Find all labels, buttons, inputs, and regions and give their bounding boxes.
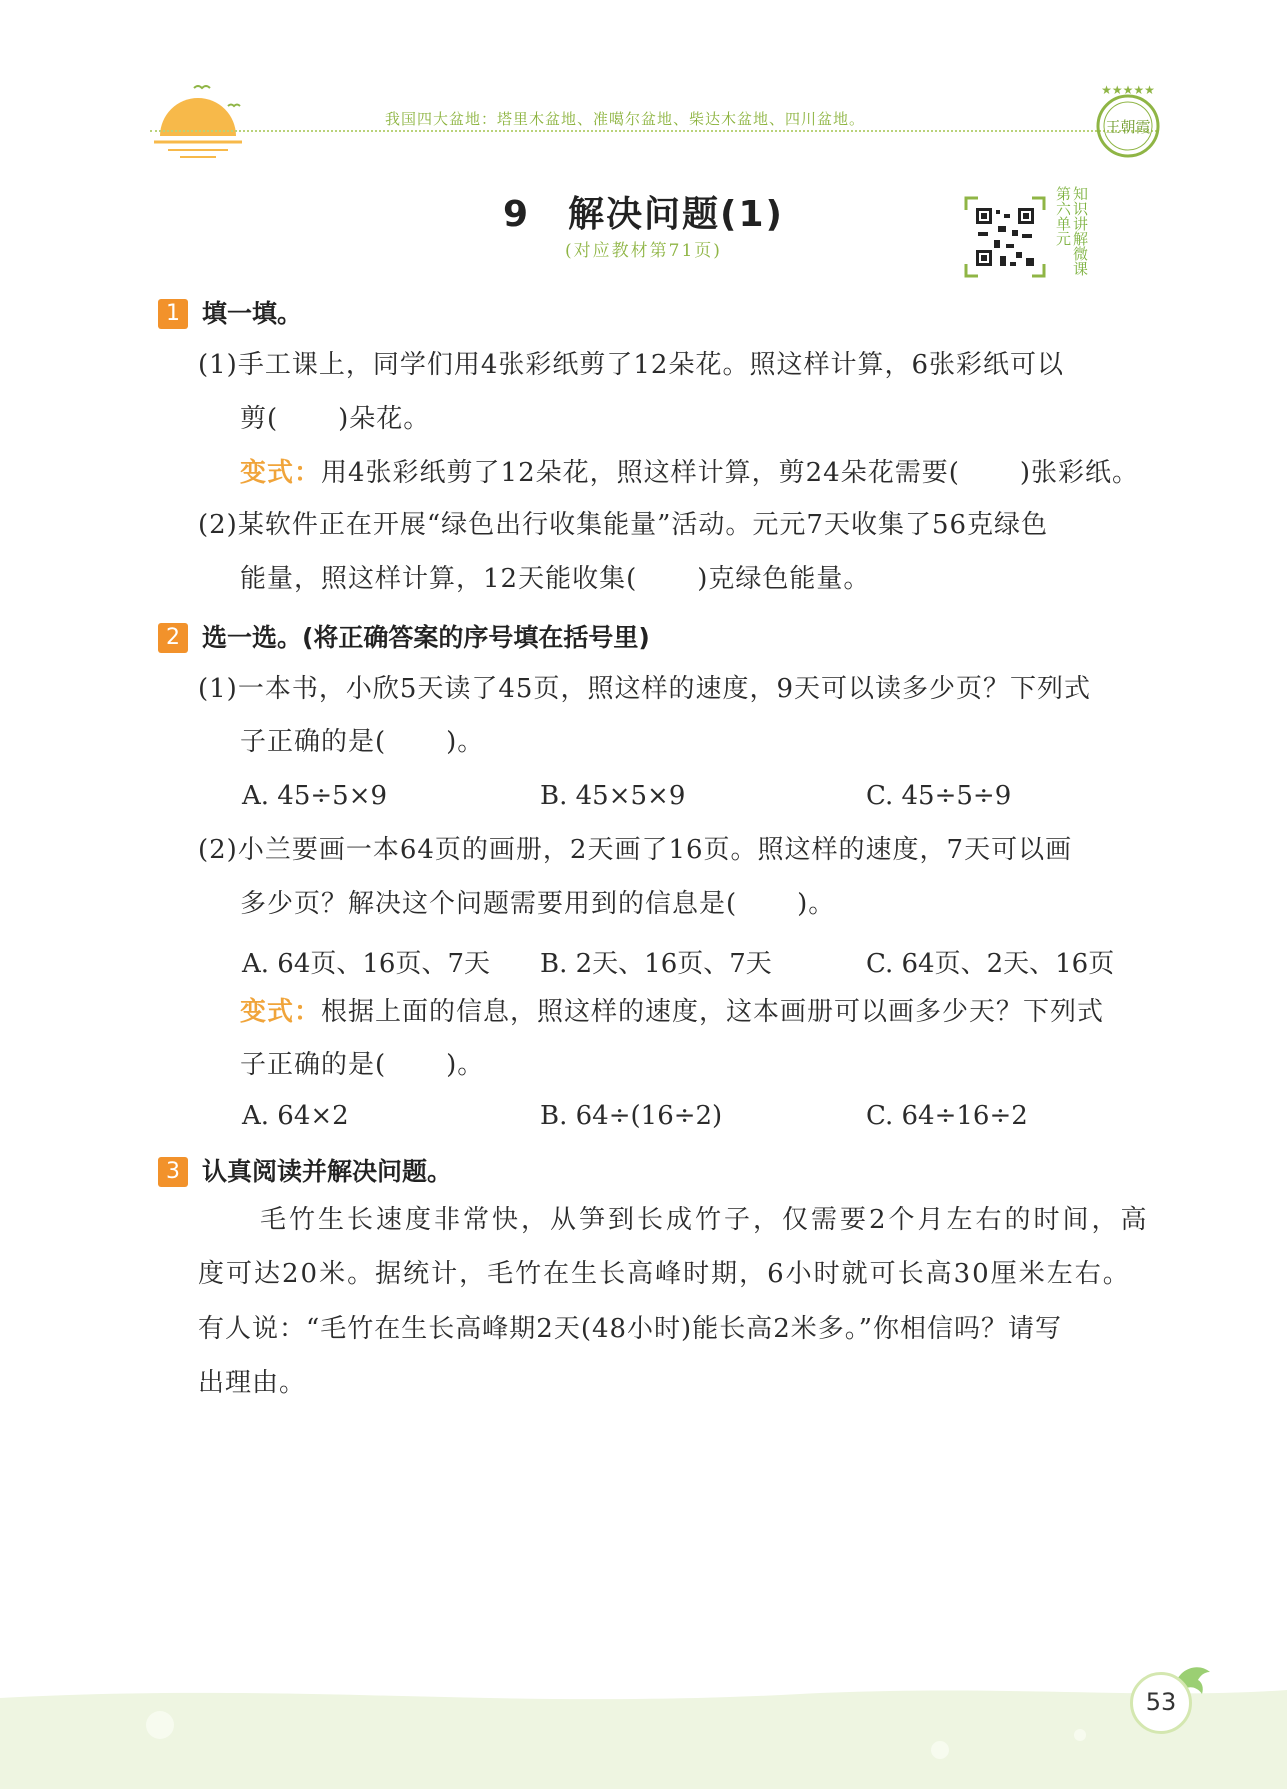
variant-label: 变式： xyxy=(240,458,322,488)
option-a[interactable]: A. 64页、16页、7天 xyxy=(242,949,491,979)
text-fragment: )。 xyxy=(446,727,485,757)
section-3-heading xyxy=(158,1152,452,1188)
reading-paragraph: 毛竹生长速度非常快，从笋到长成竹子，仅需要2个月左右的时间，高 xyxy=(260,1205,1150,1235)
question-text: (2)某软件正在开展“绿色出行收集能量”活动。元元7天收集了56克绿色 xyxy=(198,510,1049,540)
question-text: (1)手工课上，同学们用4张彩纸剪了12朵花。照这样计算，6张彩纸可以 xyxy=(198,350,1064,380)
svg-text:★★★★★: ★★★★★ xyxy=(1101,83,1155,97)
variant-question xyxy=(240,457,1139,489)
option-c[interactable]: C. 64页、2天、16页 xyxy=(866,949,1115,979)
question-text xyxy=(240,888,835,920)
question-text xyxy=(240,1049,484,1081)
text-fragment: 剪( xyxy=(240,404,279,434)
page-number: 53 xyxy=(1130,1672,1192,1734)
question-text: (2)小兰要画一本64页的画册，2天画了16页。照这样的速度，7天可以画 xyxy=(198,835,1073,865)
option-b[interactable]: B. 45×5×9 xyxy=(540,781,686,811)
page-title: 9 解决问题(1) xyxy=(502,194,784,235)
section-1-heading xyxy=(158,294,302,330)
page-subtitle: (对应教材第71页) xyxy=(565,241,722,261)
header-fact: 我国四大盆地：塔里木盆地、准噶尔盆地、柴达木盆地、四川盆地。 xyxy=(385,110,866,128)
text-fragment: 子正确的是( xyxy=(240,1050,387,1080)
option-c[interactable]: C. 64÷16÷2 xyxy=(866,1101,1028,1131)
text-fragment: 子正确的是( xyxy=(240,727,387,757)
question-text: (1)一本书，小欣5天读了45页，照这样的速度，9天可以读多少页？下列式 xyxy=(198,674,1091,704)
text-fragment: )。 xyxy=(797,889,836,919)
option-c[interactable]: C. 45÷5÷9 xyxy=(866,781,1012,811)
text-fragment: 多少页？解决这个问题需要用到的信息是( xyxy=(240,889,738,919)
question-text xyxy=(240,403,430,435)
option-b[interactable]: B. 64÷(16÷2) xyxy=(540,1101,723,1131)
option-b[interactable]: B. 2天、16页、7天 xyxy=(540,949,772,979)
variant-label: 变式： xyxy=(240,997,322,1027)
section-title: 选一选。(将正确答案的序号填在括号里) xyxy=(202,623,650,652)
sun-logo-icon xyxy=(150,80,246,176)
reading-paragraph: 有人说：“毛竹在生长高峰期2天(48小时)能长高2米多。”你相信吗？请写 xyxy=(198,1314,1063,1344)
header-divider xyxy=(150,130,1157,132)
question-text xyxy=(240,726,484,758)
qr-code-icon[interactable] xyxy=(964,196,1046,278)
svg-text:王朝霞: 王朝霞 xyxy=(1105,118,1151,136)
section-number: 2 xyxy=(158,623,188,653)
text-fragment: )张彩纸。 xyxy=(1019,458,1140,488)
option-a[interactable]: A. 64×2 xyxy=(242,1101,349,1131)
section-title: 认真阅读并解决问题。 xyxy=(202,1157,453,1186)
text-fragment: )朵花。 xyxy=(338,404,431,434)
qr-label xyxy=(1054,186,1096,276)
section-2-heading xyxy=(158,618,650,654)
brand-seal-icon xyxy=(1088,82,1168,160)
qr-label-desc: 知识讲解微课 xyxy=(1071,186,1089,276)
text-fragment: 用4张彩纸剪了12朵花，照这样计算，剪24朵花需要( xyxy=(321,458,960,488)
footer-wave-decoration xyxy=(0,1680,1287,1789)
variant-question xyxy=(240,996,1104,1028)
option-a[interactable]: A. 45÷5×9 xyxy=(242,781,388,811)
text-fragment: )克绿色能量。 xyxy=(697,564,871,594)
text-fragment: 能量，照这样计算，12天能收集( xyxy=(240,564,638,594)
text-fragment: )。 xyxy=(446,1050,485,1080)
text-fragment: 根据上面的信息，照这样的速度，这本画册可以画多少天？下列式 xyxy=(321,997,1105,1027)
section-number: 3 xyxy=(158,1157,188,1187)
qr-label-unit: 第六单元 xyxy=(1054,186,1072,246)
question-text xyxy=(240,563,870,595)
section-number: 1 xyxy=(158,299,188,329)
reading-paragraph: 出理由。 xyxy=(198,1368,307,1398)
section-title: 填一填。 xyxy=(202,299,303,328)
reading-paragraph: 度可达20米。据统计，毛竹在生长高峰时期，6小时就可长高30厘米左右。 xyxy=(198,1259,1131,1289)
